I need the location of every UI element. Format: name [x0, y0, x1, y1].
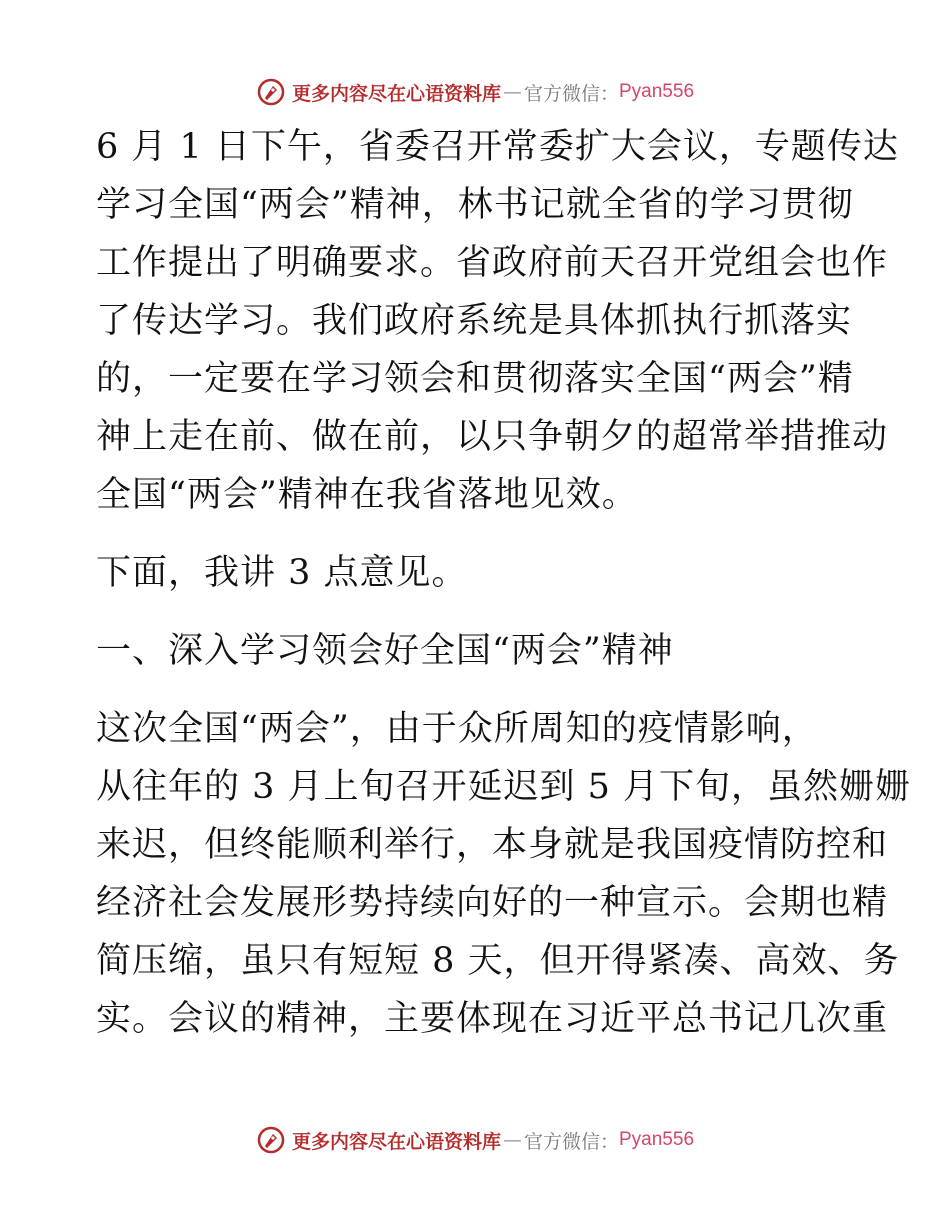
text-line: 全国“两会”精神在我省落地见效。	[96, 475, 638, 515]
text-line: 了传达学习。我们政府系统是具体抓执行抓落实	[96, 301, 853, 341]
watermark-separator: —	[502, 1129, 522, 1151]
text-line: 简压缩，虽只有短短 8 天，但开得紧凑、高效、务	[96, 941, 900, 981]
text-line: 学习全国“两会”精神，林书记就全省的学习贯彻	[96, 185, 854, 225]
watermark-wechat-label: 官方微信：	[523, 1130, 619, 1153]
text-line: 神上走在前、做在前，以只争朝夕的超常举措推动	[96, 417, 889, 457]
paragraph-3	[96, 700, 912, 1048]
footer-watermark	[0, 1120, 950, 1160]
paragraph-1	[96, 118, 899, 524]
watermark-wechat-id: Pyan556	[619, 1129, 695, 1150]
watermark-wechat-id: Pyan556	[619, 81, 695, 102]
text-line: 这次全国“两会”，由于众所周知的疫情影响，	[96, 709, 818, 749]
text-line: 实。会议的精神，主要体现在习近平总书记几次重	[96, 999, 889, 1039]
text-line: 6 月 1 日下午，省委召开常委扩大会议，专题传达	[96, 127, 899, 167]
text-line: 工作提出了明确要求。省政府前天召开党组会也作	[96, 243, 889, 283]
text-line: 经济社会发展形势持续向好的一种宣示。会期也精	[96, 883, 889, 923]
watermark-wechat-label: 官方微信：	[523, 82, 619, 105]
text-line: 的，一定要在学习领会和贯彻落实全国“两会”精	[96, 359, 854, 399]
section-heading-1: 一、深入学习领会好全国“两会”精神	[96, 631, 674, 671]
header-watermark	[0, 72, 950, 112]
pen-nib-logo-icon	[256, 1125, 286, 1155]
text-line: 从往年的 3 月上旬召开延迟到 5 月下旬，虽然姗姗	[96, 767, 912, 807]
watermark-separator: —	[502, 81, 522, 103]
watermark-site-text: 更多内容尽在心语资料库	[291, 82, 501, 105]
text-line: 来迟，但终能顺利举行，本身就是我国疫情防控和	[96, 825, 889, 865]
watermark-site-text: 更多内容尽在心语资料库	[291, 1130, 501, 1153]
document-body	[96, 118, 912, 1048]
paragraph-2: 下面，我讲 3 点意见。	[96, 553, 468, 593]
pen-nib-logo-icon	[256, 77, 286, 107]
